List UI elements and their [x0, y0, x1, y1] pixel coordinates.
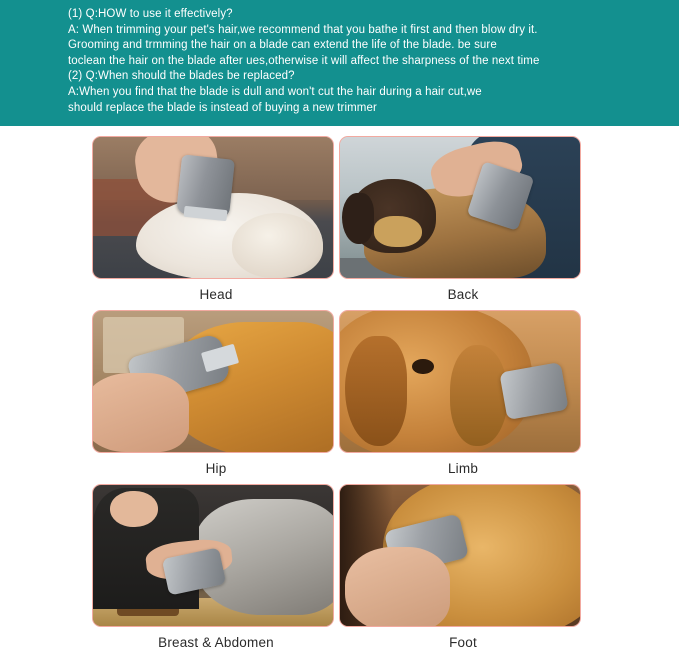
usage-caption-limb: Limb [447, 461, 479, 476]
faq-line-3: Grooming and trmming the hair on a blade can extend the life of the blade. be sure [68, 39, 497, 52]
usage-item-breast-abdomen [92, 484, 340, 650]
usage-caption-back: Back [447, 287, 479, 302]
usage-photo-limb [339, 310, 581, 453]
usage-caption-hip: Hip [205, 461, 227, 476]
usage-item-foot [339, 484, 587, 650]
faq-line-1: (1) Q:HOW to use it effectively? [68, 8, 233, 20]
usage-photo-breast-abdomen [92, 484, 334, 627]
usage-item-hip [92, 310, 340, 476]
usage-photo-hip [92, 310, 334, 453]
usage-photo-head [92, 136, 334, 279]
usage-caption-foot: Foot [449, 635, 477, 650]
faq-line-7: should replace the blade is instead of buying a new trimmer [68, 101, 377, 114]
usage-item-back [339, 136, 587, 302]
faq-line-5: (2) Q:When should the blades be replaced? [68, 70, 295, 83]
usage-caption-head: Head [199, 287, 233, 302]
faq-banner [0, 0, 679, 126]
usage-photo-foot [339, 484, 581, 627]
usage-item-limb [339, 310, 587, 476]
usage-area-grid [0, 126, 679, 671]
faq-line-4: toclean the hair on the blade after ues,otherwise it will affect the sharpness of the next time [68, 54, 540, 67]
usage-caption-breast-abdomen: Breast & Abdomen [158, 635, 274, 650]
faq-line-2: A: When trimming your pet's hair,we recommend that you bathe it first and then blow dry it. [68, 23, 538, 36]
usage-item-head [92, 136, 340, 302]
faq-line-6: A:When you find that the blade is dull and won't cut the hair during a hair cut,we [68, 85, 482, 98]
usage-photo-back [339, 136, 581, 279]
